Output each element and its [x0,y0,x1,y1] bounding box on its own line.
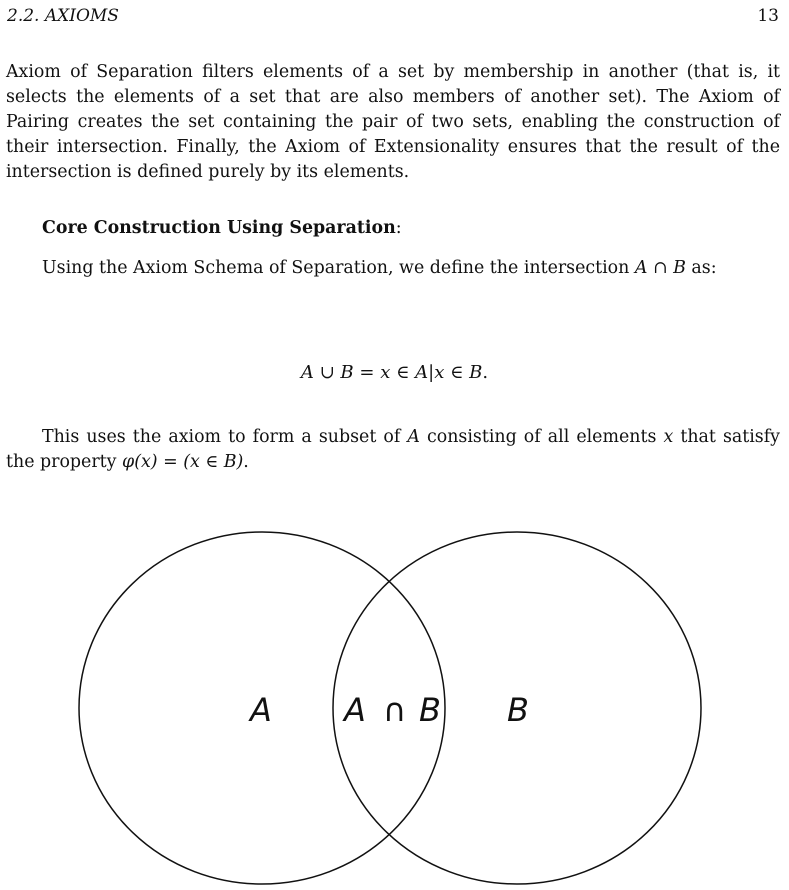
eq-x-second: x [434,362,445,383]
set-b-label: B [507,691,529,729]
paragraph-4-phi-args: (x) = (x ∈ B) [134,452,244,472]
eq-equals: = [353,362,381,383]
eq-period: . [482,362,489,383]
page-header [7,6,779,30]
intersection-symbol: ∩ [383,691,407,729]
paragraph-4-phi: φ [122,452,135,472]
paragraph-separation-definition [6,256,780,281]
paragraph-subset-explanation [6,425,780,475]
eq-x-first: x [380,362,391,383]
eq-element-of-second: ∈ [444,362,470,383]
eq-lhs-b: B [340,362,354,383]
section-heading-text: Core Construction Using Separation [42,218,396,238]
eq-set-b: B [469,362,483,383]
intersection-a-label: A [344,691,366,729]
eq-vertical-bar: | [428,362,435,383]
paragraph-4-text-1: This uses the axiom to form a subset of [42,427,408,447]
section-heading-colon: : [395,218,402,238]
set-a-label: A [250,691,272,729]
paragraph-3-text: Using the Axiom Schema of Separation, we define the intersection [42,258,635,278]
paragraph-4-end: . [243,452,249,472]
math-intersection-symbol: ∩ [647,258,674,278]
paragraph-separation-overview: Axiom of Separation filters elements of a set by membership in another (that is, it selects the elements of a set that are also members of another set). The Axiom of Pairing creates the set containing the pair of two sets, enabling the construction of their intersection. Finally, the Axiom of Extensionality ensures that the result of the intersection is defined purely by its elements. [6,62,780,182]
paragraph-3-tail: as: [685,258,717,278]
intersection-b-label: B [419,691,441,729]
section-heading [42,216,402,241]
page-number: 13 [757,6,779,26]
math-symbol-a: A [634,258,648,278]
venn-diagram [0,520,789,890]
math-symbol-b: B [673,258,686,278]
display-equation [0,360,789,386]
eq-union-symbol: ∪ [313,362,341,383]
eq-lhs-a: A [300,362,314,383]
paragraph-4-text-2: consisting of all elements [419,427,664,447]
paragraph-4-math-a: A [407,427,420,447]
paragraph-4-text-3: that satisfy the property [6,427,780,472]
running-head: 2.2. AXIOMS [7,6,119,26]
eq-element-of-first: ∈ [390,362,416,383]
eq-set-a: A [415,362,429,383]
paragraph-4-math-x: x [663,427,674,447]
